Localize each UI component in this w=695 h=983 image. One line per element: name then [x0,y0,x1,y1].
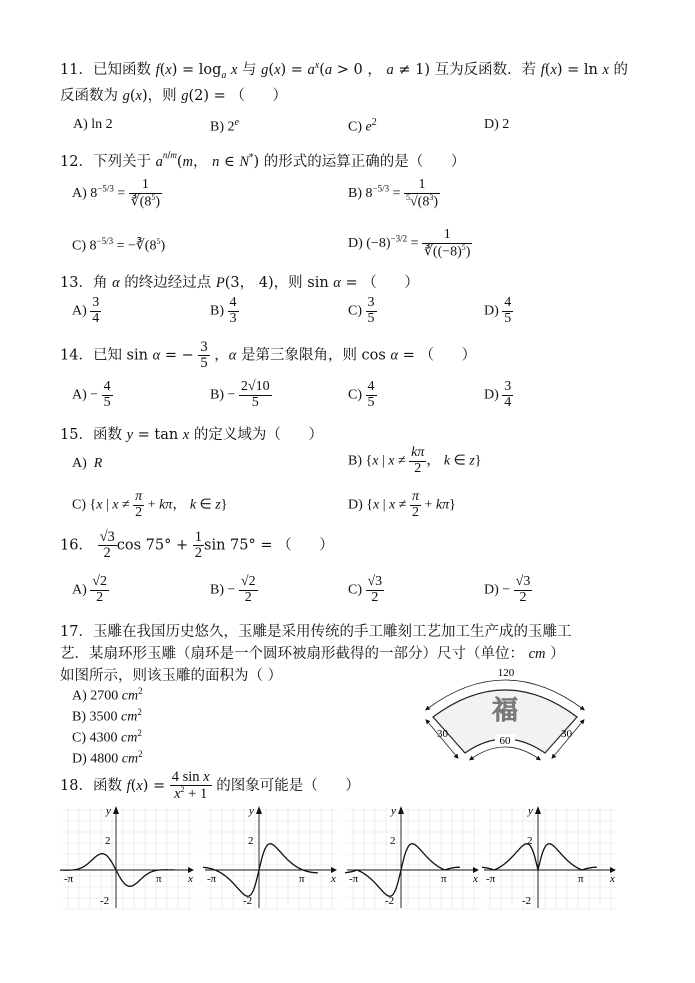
tick-label-left: -π [64,873,74,885]
q11-option-c[interactable]: C) $e^2$ [348,117,377,135]
x-axis-label: x [188,873,193,885]
q18-graph-c[interactable] [345,802,483,912]
x-axis-label: x [610,873,615,885]
q16-option-c[interactable]: C) $\frac{√3}{2}$ [348,574,383,605]
y-axis-label: y [528,805,533,817]
tick-label-bottom: -2 [243,895,253,907]
tick-label-bottom: -2 [522,895,532,907]
q13-option-d[interactable]: D) $\frac{4}{5}$ [484,295,512,326]
q14-option-d[interactable]: D) $\frac{3}{4}$ [484,379,512,410]
q16-stem: 16． $\frac{√3}{2}$ cos 75° + $\frac{1}{2}$ sin 75° = （ ） [60,529,334,562]
outer-arc-label: 120 [497,667,515,679]
q11-option-d[interactable]: D) 2 [484,117,510,132]
q15-option-d[interactable]: D) {x | x ≠ $\frac{\pi}{2}$ + kπ} [348,489,456,520]
tick-label-left: -π [486,873,496,885]
q12-option-c[interactable]: C) $8^{-5/3}$ = $-∛(8^5)$ [72,236,166,254]
q12-stem: 12．下列关于 $a^{n/m}(m$， n ∈ N*) 的形式的运算正确的是（ ） [60,150,466,170]
tick-label-right: π [156,873,162,885]
tick-label-top: 2 [527,835,533,847]
q17-line3: 如图所示，则该玉雕的面积为（ ） [60,668,283,684]
tick-label-top: 2 [105,835,111,847]
q11-line1: 11．已知函数 $f(x) = \log_a x$ 与 $g(x) = a^x(a > 0$ ， a ≠ 1) 互为反函数．若 f(x) = ln x 的 [60,60,629,81]
q14-option-b[interactable]: B) − $\frac{2√10}{5}$ [210,379,270,410]
tick-label-top: 2 [390,835,396,847]
tick-label-right: π [578,873,584,885]
q12-option-a[interactable]: A) $8^{-5/3}$ = $\frac{1}{∛(8^5)}$ [72,177,161,210]
q17-option-c[interactable]: C) 4300 $cm^2$ [72,728,142,746]
q17-line1: 17．玉雕在我国历史悠久，玉雕是采用传统的手工雕刻工艺加工生产成的玉雕工 [60,624,572,640]
y-axis-label: y [249,805,254,817]
q12-option-b[interactable]: B) $8^{-5/3}$ = $\frac{1}{^5√(8^3)}$ [348,177,439,210]
q14-stem: 14．已知 sin α = − $\frac{3}{5}$ ，α 是第三象限角，则 cos α = （ ） [60,339,477,372]
curve [482,844,597,870]
tick-label-bottom: -2 [100,895,110,907]
inner-arc-label: 60 [499,735,511,747]
q13-option-a[interactable]: A) $\frac{3}{4}$ [72,295,100,326]
q18-graph-d[interactable] [482,802,620,912]
q16-option-b[interactable]: B) − $\frac{√2}{2}$ [210,574,256,605]
q15-stem: 15．函数 y = tan x 的定义域为（ ） [60,427,323,443]
y-axis-label: y [106,805,111,817]
x-axis-label: x [473,873,478,885]
q17-option-a[interactable]: A) 2700 $cm^2$ [72,686,143,704]
q13-option-c[interactable]: C) $\frac{3}{5}$ [348,295,375,326]
q16-option-a[interactable]: A) $\frac{√2}{2}$ [72,574,107,605]
q13-option-b[interactable]: B) $\frac{4}{3}$ [210,295,237,326]
q18-graph-b[interactable] [203,802,341,912]
tick-label-left: -π [207,873,217,885]
x-axis-label: x [331,873,336,885]
q15-option-c[interactable]: C) {x | x ≠ $\frac{\pi}{2}$ + kπ， k ∈ z} [72,489,228,520]
q15-option-b[interactable]: B) {x | x ≠ $\frac{k\pi}{2}$ ， k ∈ z} [348,445,482,476]
tick-label-bottom: -2 [385,895,395,907]
q11-line2: 反函数为 g(x)，则 g(2) = （ ） [60,88,288,104]
left-side-label: 30 [437,728,448,740]
q14-option-a[interactable]: A) − $\frac{4}{5}$ [72,379,111,410]
tick-label-right: π [299,873,305,885]
fu-glyph: 福 [491,696,519,726]
tick-label-top: 2 [248,835,254,847]
q13-stem: 13．角 α 的终边经过点 P(3， 4)，则 sin α = （ ） [60,275,419,291]
q12-option-d[interactable]: D) $(-8)^{-3/2}$ = $\frac{1}{∛((-8)^5)}$ [348,227,471,260]
q18-graph-a[interactable] [60,802,198,912]
q11-option-b[interactable]: B) 2e [210,117,239,135]
q15-option-a[interactable]: A) R [72,456,103,471]
tick-label-right: π [441,873,447,885]
q11-option-a[interactable]: A) ln 2 [73,117,113,132]
q17-option-b[interactable]: B) 3500 $cm^2$ [72,707,142,725]
y-axis-label: y [391,805,396,817]
right-side-label: 30 [561,728,572,740]
q17-option-d[interactable]: D) 4800 $cm^2$ [72,749,143,767]
q17-annulus-figure [415,665,595,765]
q16-option-d[interactable]: D) − $\frac{√3}{2}$ [484,574,531,605]
tick-label-left: -π [349,873,359,885]
q14-option-c[interactable]: C) $\frac{4}{5}$ [348,379,375,410]
q17-line2: 艺．某扇环形玉雕（扇环是一个圆环被扇形截得的一部分）尺寸（单位： cm ） [60,646,565,662]
q18-stem: 18．函数 f(x) = $\frac{\text{4 sin x}}{x^2 + 1}$ 的图象可能是（ ） [60,769,360,803]
